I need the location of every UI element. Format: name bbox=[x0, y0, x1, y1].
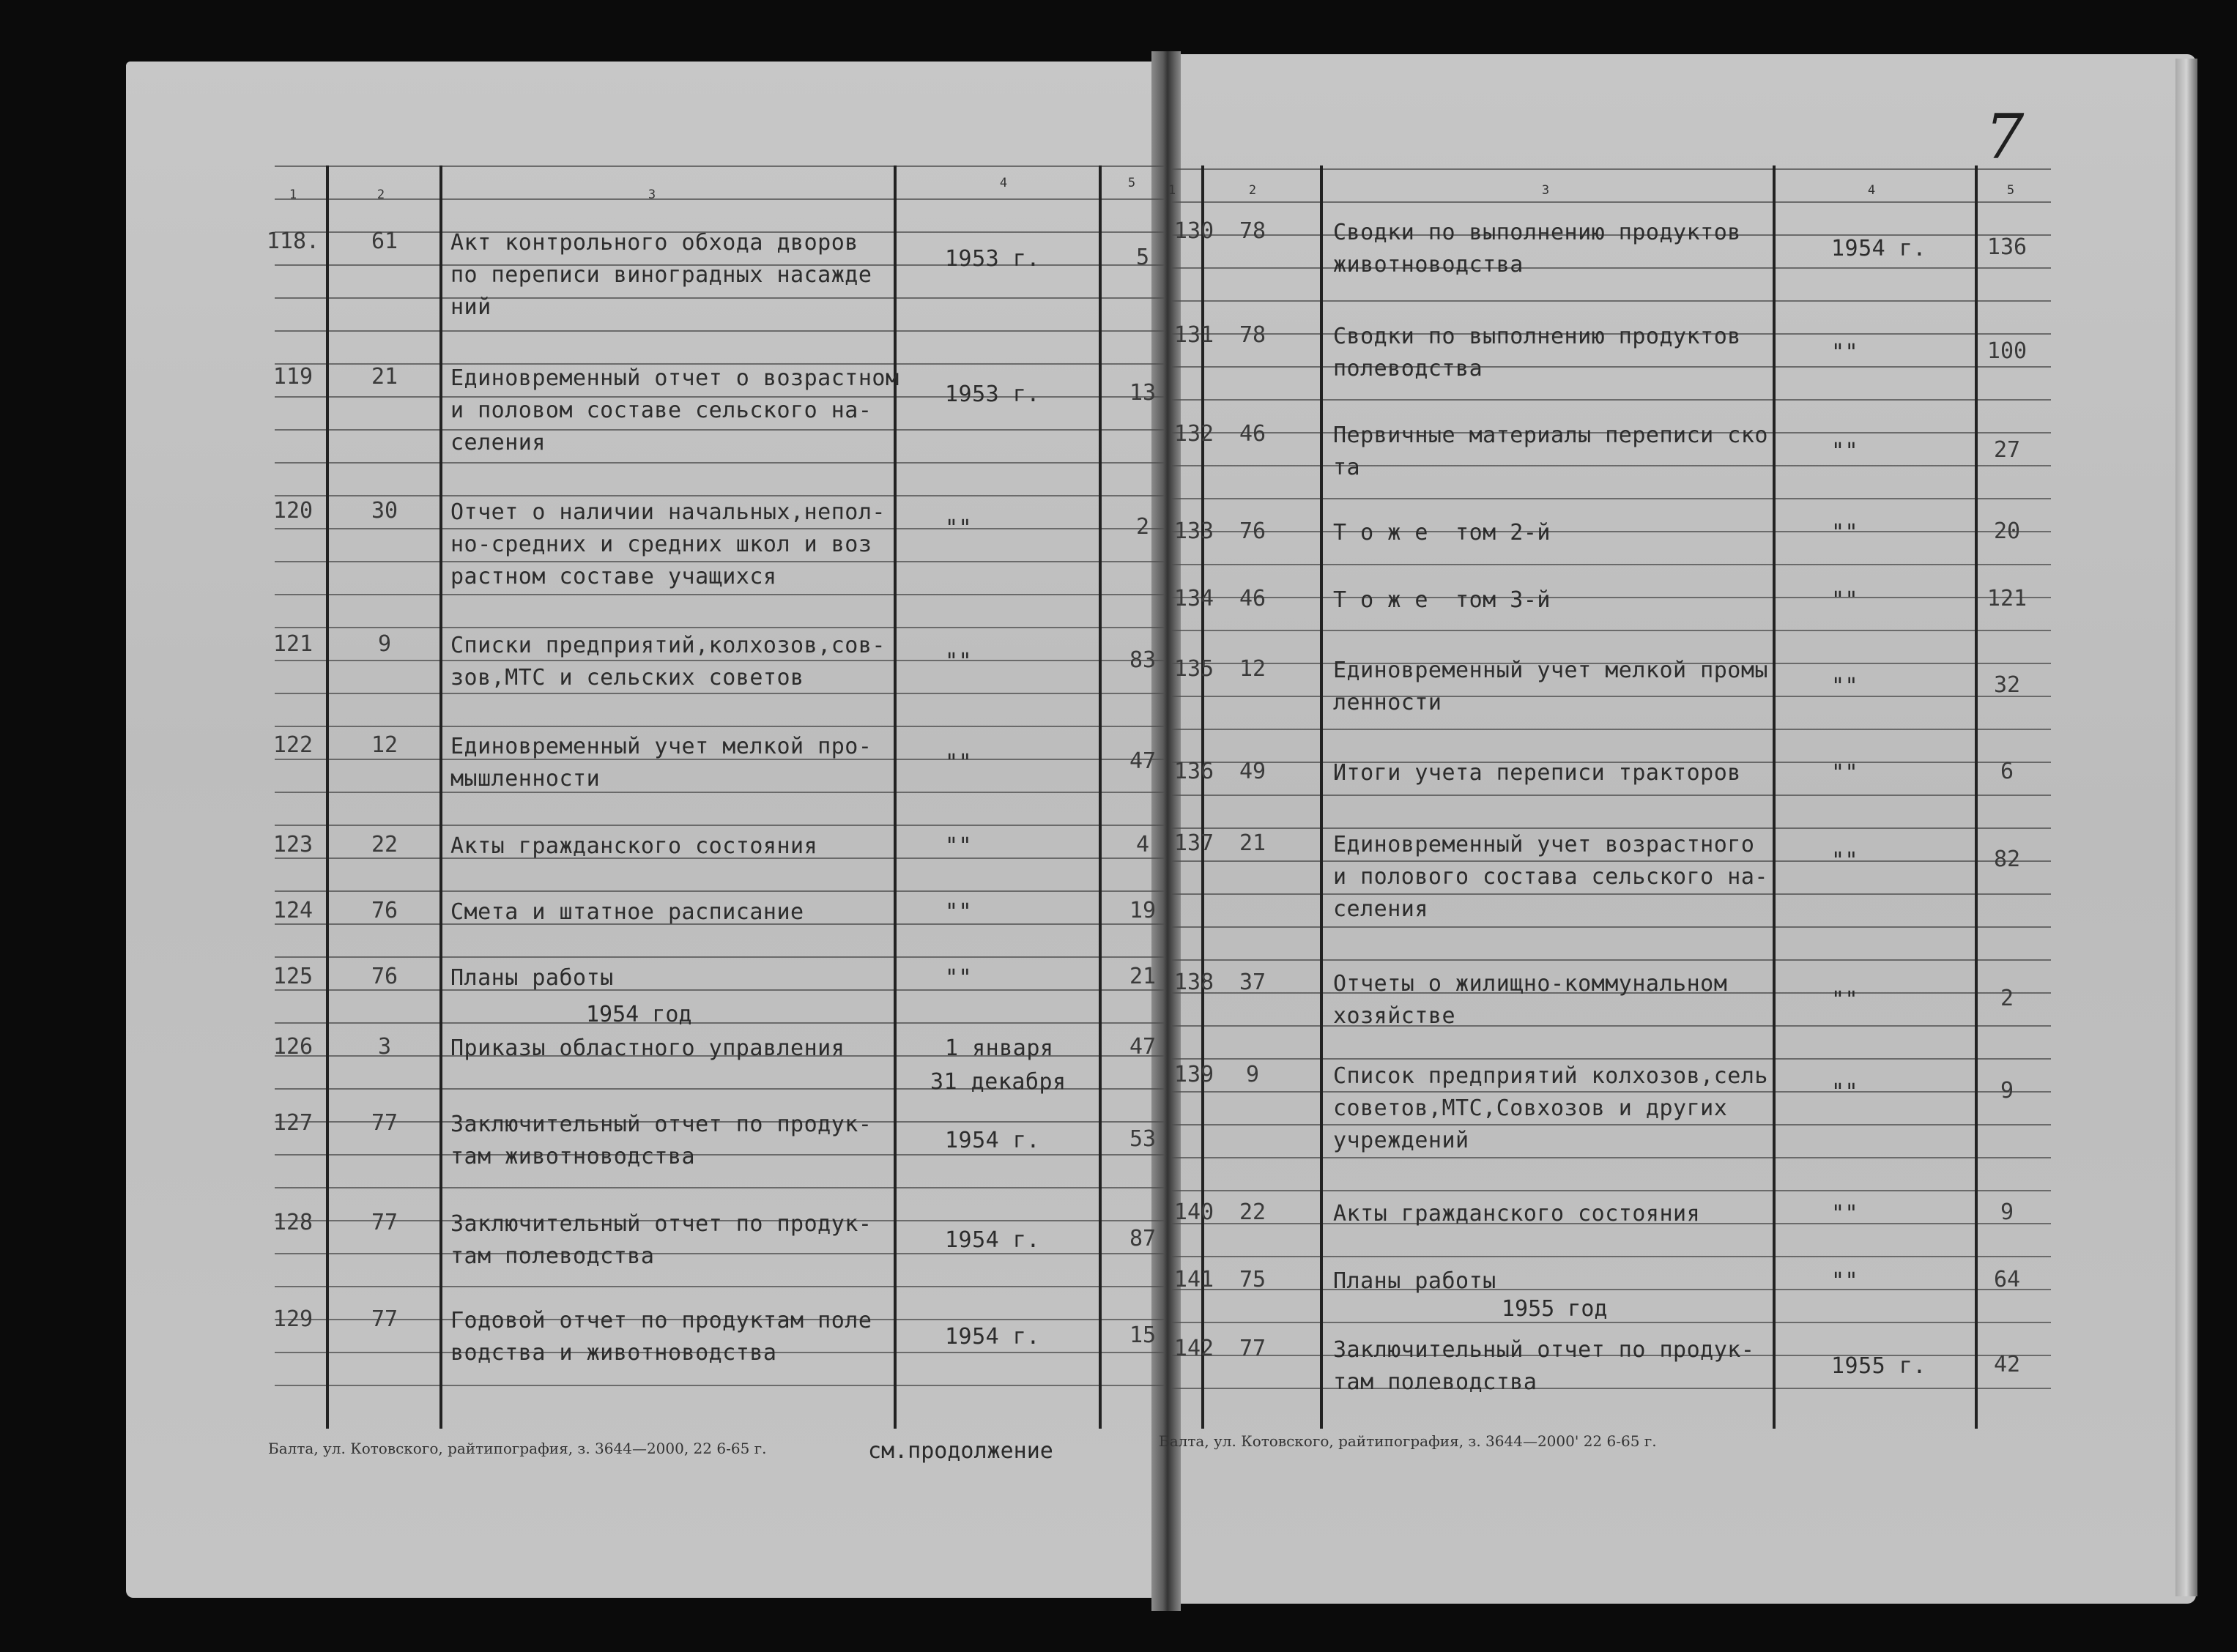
right-row-title-line: советов,МТС,Совхозов и других bbox=[1333, 1095, 1728, 1121]
right-row-col2: 76 bbox=[1239, 518, 1266, 544]
left-row-col2: 76 bbox=[371, 898, 398, 923]
right-row-number: 134 bbox=[1173, 586, 1214, 611]
right-row-title-line: та bbox=[1333, 455, 1361, 480]
ruled-line bbox=[1172, 926, 2051, 928]
right-row-title-line: Отчеты о жилищно-коммунальном bbox=[1333, 971, 1728, 997]
right-row-pages: 2 bbox=[2000, 986, 2014, 1011]
left-row-number: 129 bbox=[272, 1306, 314, 1332]
column-divider bbox=[894, 165, 897, 1429]
right-row-number: 139 bbox=[1173, 1062, 1214, 1087]
right-row-date: "" bbox=[1831, 587, 1859, 613]
ruled-line bbox=[275, 726, 1165, 727]
right-row-title-line: и полового состава сельского на- bbox=[1333, 864, 1768, 890]
left-row-title-line: Заключительный отчет по продук- bbox=[450, 1211, 872, 1237]
right-row-title-line: Сводки по выполнению продуктов bbox=[1333, 220, 1741, 245]
right-row-pages: 42 bbox=[1993, 1352, 2021, 1377]
left-header-col3: 3 bbox=[648, 187, 656, 202]
left-year-heading: 1954 год bbox=[586, 1002, 692, 1027]
left-row-number: 127 bbox=[272, 1110, 314, 1136]
ruled-line bbox=[1172, 1289, 2051, 1290]
right-row-number: 133 bbox=[1173, 518, 1214, 544]
right-row-number: 141 bbox=[1173, 1267, 1214, 1292]
left-row-pages: 2 bbox=[1135, 514, 1150, 540]
ruled-line bbox=[1172, 1058, 2051, 1060]
left-row-pages: 21 bbox=[1129, 964, 1157, 989]
left-row-number: 128 bbox=[272, 1210, 314, 1235]
left-row-title-line: Заключительный отчет по продук- bbox=[450, 1112, 872, 1137]
right-row-pages: 100 bbox=[1986, 338, 2028, 364]
left-row-date: 1953 г. bbox=[945, 382, 1040, 407]
right-row-date: "" bbox=[1831, 987, 1859, 1013]
left-row-title-line: Акты гражданского состояния bbox=[450, 833, 818, 859]
right-row-col2: 46 bbox=[1239, 421, 1266, 447]
right-header-col3: 3 bbox=[1541, 183, 1550, 198]
ruled-line bbox=[1172, 366, 2051, 368]
ruled-line bbox=[275, 594, 1165, 595]
right-row-date: "" bbox=[1831, 1268, 1859, 1294]
column-divider bbox=[326, 165, 329, 1429]
right-row-col2: 12 bbox=[1239, 656, 1266, 682]
right-row-pages: 32 bbox=[1993, 672, 2021, 698]
right-row-pages: 121 bbox=[1986, 586, 2028, 611]
right-row-date: "" bbox=[1831, 1201, 1859, 1227]
right-row-date: "" bbox=[1831, 848, 1859, 874]
ruled-line bbox=[275, 1022, 1165, 1024]
left-row-col2: 3 bbox=[377, 1034, 392, 1060]
left-row-title-line: зов,МТС и сельских советов bbox=[450, 665, 804, 691]
left-row-title-line: водства и животноводства bbox=[450, 1340, 777, 1366]
left-row-col2: 61 bbox=[371, 228, 398, 254]
ruled-line bbox=[1172, 1025, 2051, 1027]
left-row-pages: 87 bbox=[1129, 1226, 1157, 1251]
column-divider bbox=[439, 165, 442, 1429]
left-row-title-line: ний bbox=[450, 294, 491, 320]
right-row-pages: 6 bbox=[2000, 759, 2014, 784]
left-row-date: "" bbox=[945, 516, 973, 541]
left-row-col2: 77 bbox=[371, 1110, 398, 1136]
ruled-line bbox=[1172, 1388, 2051, 1389]
left-header-col4: 4 bbox=[999, 176, 1008, 190]
right-row-col2: 78 bbox=[1239, 218, 1266, 244]
left-row-pages: 19 bbox=[1129, 898, 1157, 923]
ruled-line bbox=[1172, 729, 2051, 730]
left-row-date2: 31 декабря bbox=[930, 1069, 1066, 1095]
left-header-col5: 5 bbox=[1127, 176, 1136, 190]
ruled-line bbox=[1172, 465, 2051, 466]
ruled-line bbox=[275, 1286, 1165, 1287]
right-row-pages: 64 bbox=[1993, 1267, 2021, 1292]
left-footer-imprint: Балта, ул. Котовского, райтипография, з. 3644—2000, 22 6-65 г. bbox=[268, 1440, 767, 1457]
right-footer-imprint: Балта, ул. Котовского, райтипография, з. 3644—2000' 22 6-65 г. bbox=[1159, 1432, 1657, 1450]
left-row-title-line: Годовой отчет по продуктам поле bbox=[450, 1308, 872, 1333]
right-row-date: "" bbox=[1831, 1079, 1859, 1105]
left-row-title-line: Планы работы bbox=[450, 965, 614, 991]
left-row-date: "" bbox=[945, 965, 973, 991]
right-header-col2: 2 bbox=[1248, 183, 1257, 198]
right-row-title-line: Сводки по выполнению продуктов bbox=[1333, 324, 1741, 349]
ruled-line bbox=[1172, 531, 2051, 532]
left-row-title-line: Акт контрольного обхода дворов bbox=[450, 230, 858, 256]
left-row-number: 121 bbox=[272, 631, 314, 657]
right-row-title-line: Итоги учета переписи тракторов bbox=[1333, 760, 1741, 786]
ruled-line bbox=[275, 528, 1165, 529]
ruled-line bbox=[1172, 696, 2051, 697]
ruled-line bbox=[275, 792, 1165, 793]
right-row-date: 1955 г. bbox=[1831, 1353, 1926, 1379]
right-row-col2: 22 bbox=[1239, 1199, 1266, 1225]
right-row-title-line: селения bbox=[1333, 896, 1428, 922]
sheet-number-handwritten: 7 bbox=[1985, 101, 2025, 173]
ruled-line bbox=[1172, 630, 2051, 631]
right-row-col2: 78 bbox=[1239, 322, 1266, 348]
right-row-title-line: Первичные материалы переписи ско bbox=[1333, 423, 1768, 448]
ruled-line bbox=[275, 1385, 1165, 1386]
ruled-line bbox=[1172, 201, 2051, 203]
left-row-col2: 12 bbox=[371, 732, 398, 758]
ruled-line bbox=[1172, 827, 2051, 829]
ruled-line bbox=[275, 956, 1165, 958]
left-row-title-line: по переписи виноградных насажде bbox=[450, 262, 872, 288]
left-row-date: 1954 г. bbox=[945, 1128, 1040, 1153]
left-row-date: 1953 г. bbox=[945, 246, 1040, 272]
ruled-line bbox=[1172, 1091, 2051, 1093]
right-row-title-line: ленности bbox=[1333, 690, 1442, 715]
right-row-title-line: животноводства bbox=[1333, 252, 1524, 278]
ruled-line bbox=[275, 198, 1165, 200]
left-row-number: 126 bbox=[272, 1034, 314, 1060]
ruled-line bbox=[1172, 168, 2051, 170]
right-row-col2: 37 bbox=[1239, 970, 1266, 995]
ruled-line bbox=[275, 165, 1165, 167]
left-row-title-line: Единовременный отчет о возрастном bbox=[450, 365, 899, 391]
right-year-heading: 1955 год bbox=[1502, 1296, 1608, 1322]
right-row-pages: 9 bbox=[2000, 1078, 2014, 1104]
right-row-number: 140 bbox=[1173, 1199, 1214, 1225]
right-row-number: 131 bbox=[1173, 322, 1214, 348]
right-row-title-line: Единовременный учет мелкой промы bbox=[1333, 658, 1768, 683]
right-row-number: 138 bbox=[1173, 970, 1214, 995]
left-row-col2: 21 bbox=[371, 364, 398, 390]
right-row-date: "" bbox=[1831, 760, 1859, 786]
left-row-title-line: Единовременный учет мелкой про- bbox=[450, 734, 872, 759]
right-row-pages: 20 bbox=[1993, 518, 2021, 544]
left-row-number: 125 bbox=[272, 964, 314, 989]
left-row-col2: 30 bbox=[371, 498, 398, 524]
right-row-title-line: учреждений bbox=[1333, 1128, 1469, 1153]
left-row-title-line: Отчет о наличии начальных,непол- bbox=[450, 499, 886, 525]
right-row-title-line: Т о ж е том 2-й bbox=[1333, 520, 1551, 546]
ruled-line bbox=[275, 462, 1165, 464]
ruled-line bbox=[275, 890, 1165, 892]
right-header-col1: 1 bbox=[1168, 183, 1176, 198]
right-row-number: 135 bbox=[1173, 656, 1214, 682]
right-row-title-line: Список предприятий колхозов,сель bbox=[1333, 1063, 1768, 1089]
right-row-date: "" bbox=[1831, 340, 1859, 365]
ruled-line bbox=[275, 495, 1165, 496]
left-row-title-line: там животноводства bbox=[450, 1144, 696, 1169]
left-row-title-line: Смета и штатное расписание bbox=[450, 899, 804, 925]
left-row-pages: 47 bbox=[1129, 1034, 1157, 1060]
right-row-title-line: Т о ж е том 3-й bbox=[1333, 587, 1551, 613]
ruled-line bbox=[275, 1187, 1165, 1188]
left-row-number: 122 bbox=[272, 732, 314, 758]
left-row-date: "" bbox=[945, 750, 973, 775]
right-row-pages: 82 bbox=[1993, 847, 2021, 872]
column-divider bbox=[1320, 165, 1323, 1429]
ruled-line bbox=[1172, 959, 2051, 961]
ruled-line bbox=[1172, 300, 2051, 302]
right-row-date: 1954 г. bbox=[1831, 236, 1926, 261]
left-row-col2: 77 bbox=[371, 1210, 398, 1235]
right-row-col2: 49 bbox=[1239, 759, 1266, 784]
left-row-pages: 13 bbox=[1129, 380, 1157, 406]
left-row-number: 124 bbox=[272, 898, 314, 923]
ruled-line bbox=[275, 627, 1165, 628]
right-row-title-line: Единовременный учет возрастного bbox=[1333, 832, 1755, 857]
right-row-pages: 27 bbox=[1993, 437, 2021, 463]
left-row-title-line: растном составе учащихся bbox=[450, 564, 777, 589]
ruled-line bbox=[275, 825, 1165, 826]
ruled-line bbox=[1172, 1256, 2051, 1257]
right-row-pages: 136 bbox=[1986, 234, 2028, 260]
right-row-col2: 21 bbox=[1239, 830, 1266, 856]
ruled-line bbox=[1172, 597, 2051, 598]
left-row-title-line: там полеводства bbox=[450, 1243, 655, 1269]
ruled-line bbox=[1172, 399, 2051, 401]
left-row-date: 1 января bbox=[945, 1035, 1054, 1061]
left-row-date: 1954 г. bbox=[945, 1324, 1040, 1350]
ruled-line bbox=[1172, 893, 2051, 895]
ruled-line bbox=[1172, 795, 2051, 796]
left-row-col2: 76 bbox=[371, 964, 398, 989]
left-row-number: 123 bbox=[272, 832, 314, 857]
right-row-col2: 77 bbox=[1239, 1336, 1266, 1361]
left-row-date: 1954 г. bbox=[945, 1227, 1040, 1253]
right-row-col2: 75 bbox=[1239, 1267, 1266, 1292]
right-row-title-line: Заключительный отчет по продук- bbox=[1333, 1337, 1755, 1363]
right-row-date: "" bbox=[1831, 439, 1859, 464]
left-row-date: "" bbox=[945, 899, 973, 925]
right-row-number: 132 bbox=[1173, 421, 1214, 447]
right-row-title-line: там полеводства bbox=[1333, 1369, 1537, 1395]
ruled-line bbox=[1172, 1157, 2051, 1158]
left-row-col2: 22 bbox=[371, 832, 398, 857]
ruled-line bbox=[1172, 564, 2051, 565]
ruled-line bbox=[1172, 1124, 2051, 1125]
ruled-line bbox=[1172, 267, 2051, 269]
left-row-col2: 77 bbox=[371, 1306, 398, 1332]
right-row-col2: 9 bbox=[1245, 1062, 1260, 1087]
ruled-line bbox=[1172, 1190, 2051, 1191]
column-divider bbox=[1099, 165, 1102, 1429]
left-row-title-line: селения bbox=[450, 430, 546, 455]
left-row-title-line: но-средних и средних школ и воз bbox=[450, 532, 872, 557]
left-row-number: 118. bbox=[266, 228, 320, 254]
right-row-date: "" bbox=[1831, 674, 1859, 699]
right-row-col2: 46 bbox=[1239, 586, 1266, 611]
continuation-note: см.продолжение bbox=[868, 1438, 1053, 1464]
column-divider bbox=[1773, 165, 1776, 1429]
right-row-pages: 9 bbox=[2000, 1199, 2014, 1225]
column-divider bbox=[1201, 165, 1204, 1429]
left-row-title-line: и половом составе сельского на- bbox=[450, 398, 872, 423]
ruled-line bbox=[1172, 1322, 2051, 1323]
left-row-number: 120 bbox=[272, 498, 314, 524]
ruled-line bbox=[275, 429, 1165, 431]
ruled-line bbox=[1172, 498, 2051, 499]
left-row-number: 119 bbox=[272, 364, 314, 390]
page-edge bbox=[2175, 59, 2197, 1596]
right-row-title-line: полеводства bbox=[1333, 356, 1483, 382]
ruled-line bbox=[275, 989, 1165, 991]
ruled-line bbox=[275, 297, 1165, 299]
left-row-date: "" bbox=[945, 649, 973, 674]
right-row-title-line: Акты гражданского состояния bbox=[1333, 1201, 1701, 1227]
left-row-pages: 53 bbox=[1129, 1126, 1157, 1152]
left-row-col2: 9 bbox=[377, 631, 392, 657]
right-row-number: 130 bbox=[1173, 218, 1214, 244]
right-row-title-line: хозяйстве bbox=[1333, 1003, 1456, 1029]
left-row-pages: 83 bbox=[1129, 647, 1157, 673]
ruled-line bbox=[275, 693, 1165, 694]
ruled-line bbox=[1172, 860, 2051, 862]
left-row-pages: 5 bbox=[1135, 245, 1150, 270]
right-row-date: "" bbox=[1831, 520, 1859, 546]
left-row-pages: 47 bbox=[1129, 748, 1157, 774]
ruled-line bbox=[275, 330, 1165, 332]
left-header-col2: 2 bbox=[376, 187, 385, 202]
left-row-pages: 4 bbox=[1135, 832, 1150, 857]
left-header-col1: 1 bbox=[289, 187, 297, 202]
left-row-title-line: Списки предприятий,колхозов,сов- bbox=[450, 633, 886, 658]
right-row-number: 142 bbox=[1173, 1336, 1214, 1361]
right-row-title-line: Планы работы bbox=[1333, 1268, 1496, 1294]
left-row-title-line: мышленности bbox=[450, 766, 601, 792]
right-row-number: 137 bbox=[1173, 830, 1214, 856]
left-row-pages: 15 bbox=[1129, 1322, 1157, 1348]
right-row-number: 136 bbox=[1173, 759, 1214, 784]
left-row-date: "" bbox=[945, 833, 973, 859]
left-row-title-line: Приказы областного управления bbox=[450, 1035, 845, 1061]
right-header-col5: 5 bbox=[2006, 183, 2015, 198]
right-header-col4: 4 bbox=[1867, 183, 1876, 198]
